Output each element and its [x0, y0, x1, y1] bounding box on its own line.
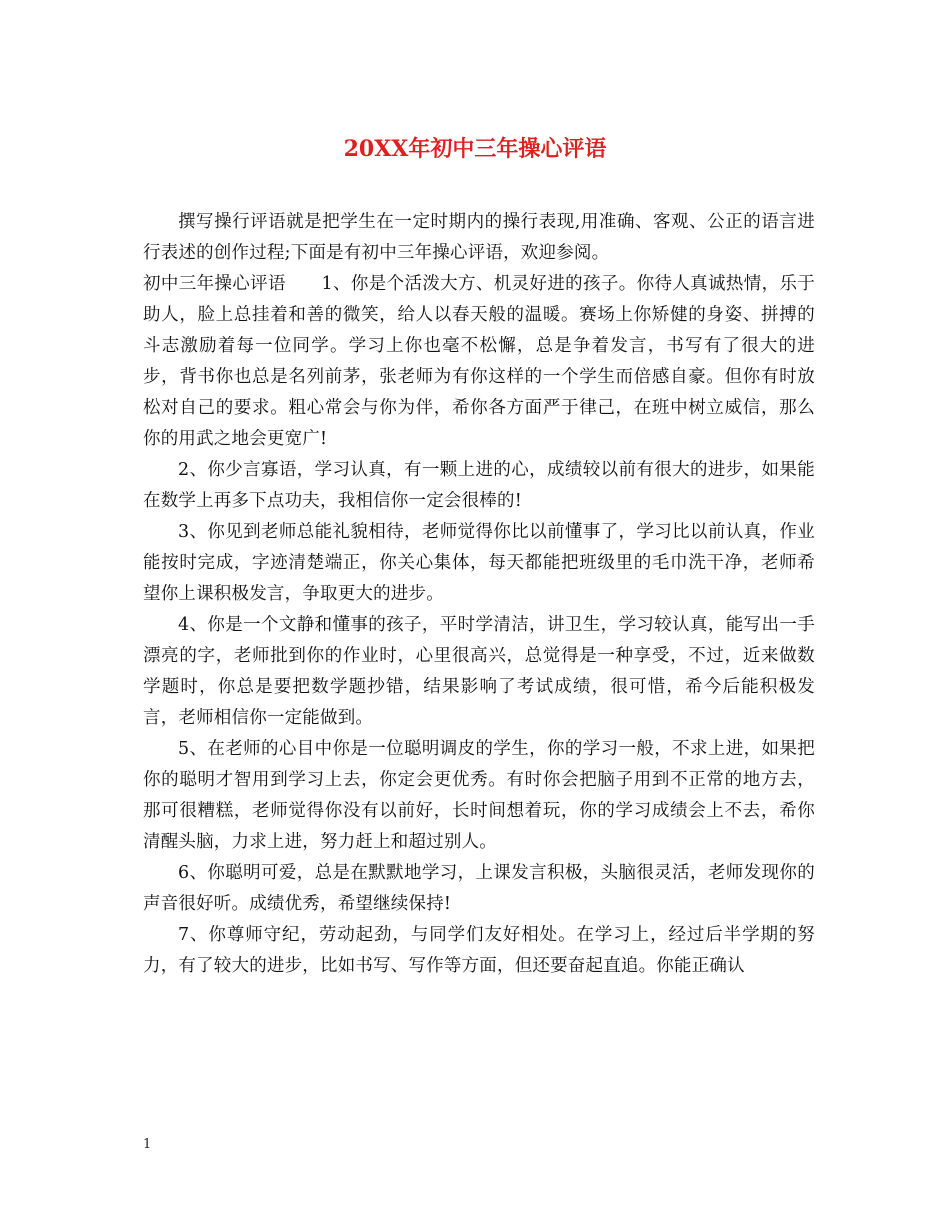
- comment-paragraph-3: 3、你见到老师总能礼貌相待，老师觉得你比以前懂事了，学习比以前认真，作业能按时完成，字迹清楚端正，你关心集体，每天都能把班级里的毛巾洗干净，老师希望你上课积极发言，争取更大的进步。: [143, 522, 815, 604]
- comment-paragraph-7: 7、你尊师守纪，劳动起劲，与同学们友好相处。在学习上，经过后半学期的努力，有了较大的进步，比如书写、写作等方面，但还要奋起直追。你能正确认: [143, 925, 815, 976]
- comment-paragraph-5: 5、在老师的心目中你是一位聪明调皮的学生，你的学习一般，不求上进，如果把你的聪明才智用到学习上去，你定会更优秀。有时你会把脑子用到不正常的地方去，那可很糟糕，老师觉得你没有以前好，长时间想着玩，你的学习成绩会上不去，希你清醒头脑，力求上进，努力赶上和超过别人。: [143, 739, 815, 852]
- comment-paragraph-2: 2、你少言寡语，学习认真，有一颗上进的心，成绩较以前有很大的进步，如果能在数学上再多下点功夫，我相信你一定会很棒的!: [143, 460, 815, 511]
- comment-paragraph-6: 6、你聪明可爱，总是在默默地学习，上课发言积极，头脑很灵活，老师发现你的声音很好听。成绩优秀，希望继续保持!: [143, 863, 815, 914]
- document-body: [143, 207, 815, 982]
- page-number: 1: [143, 1137, 152, 1152]
- intro-paragraph: 撰写操行评语就是把学生在一定时期内的操行表现,用准确、客观、公正的语言进行表述的创作过程;下面是有初中三年操心评语，欢迎参阅。: [143, 212, 815, 263]
- document-title: 20XX年初中三年操心评语: [343, 136, 607, 162]
- comment-paragraph-1: 初中三年操心评语 1、你是个活泼大方、机灵好进的孩子。你待人真诚热情，乐于助人，脸上总挂着和善的微笑，给人以春天般的温暖。赛场上你矫健的身姿、拼搏的斗志激励着每一位同学。学习上你也毫不松懈，总是争着发言，书写有了很大的进步，背书你也总是名列前茅，张老师为有你这样的一个学生而倍感自豪。但你有时放松对自己的要求。粗心常会与你为伴，希你各方面严于律己，在班中树立威信，那么你的用武之地会更宽广!: [143, 274, 815, 449]
- comment-paragraph-4: 4、你是一个文静和懂事的孩子，平时学清洁，讲卫生，学习较认真，能写出一手漂亮的字，老师批到你的作业时，心里很高兴，总觉得是一种享受，不过，近来做数学题时，你总是要把数学题抄错，结果影响了考试成绩，很可惜，希今后能积极发言，老师相信你一定能做到。: [143, 615, 815, 728]
